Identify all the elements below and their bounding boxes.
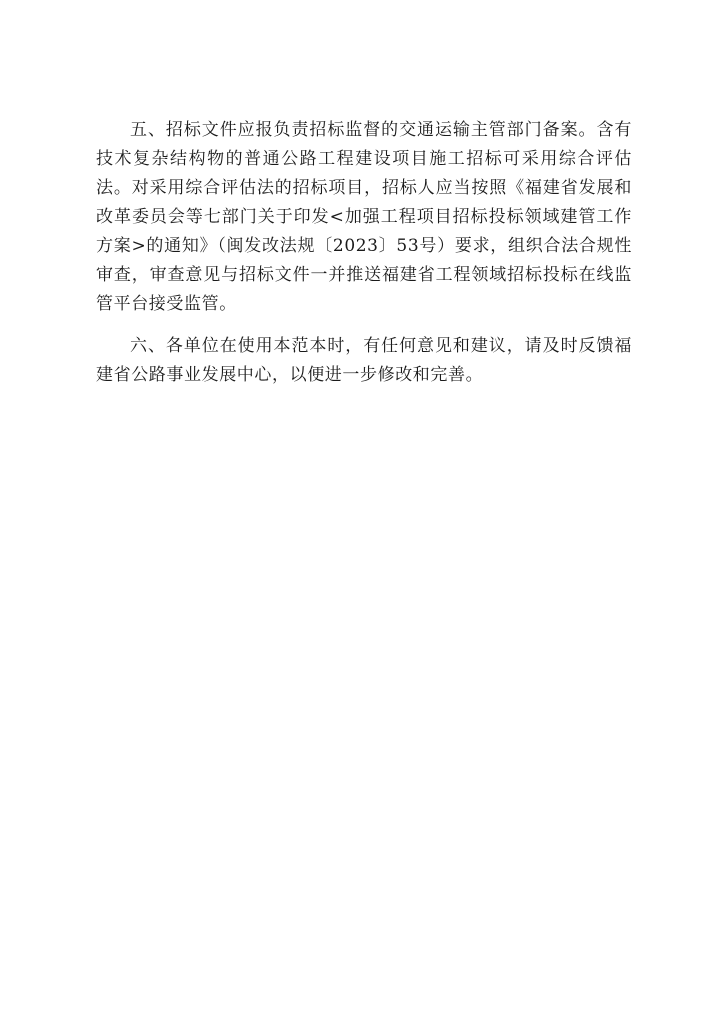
document-body xyxy=(96,116,632,390)
paragraph-item-5: 五、招标文件应报负责招标监督的交通运输主管部门备案。含有技术复杂结构物的普通公路工程建设项目施工招标可采用综合评估法。对采用综合评估法的招标项目，招标人应当按照《福建省发展和改革委员会等七部门关于印发<加强工程项目招标投标领域建管工作方案>的通知》（闽发改法规〔2023〕53号）要求，组织合法合规性审查，审查意见与招标文件一并推送福建省工程领域招标投标在线监管平台接受监管。 xyxy=(96,120,632,314)
paragraph-item-6: 六、各单位在使用本范本时，有任何意见和建议，请及时反馈福建省公路事业发展中心，以便进一步修改和完善。 xyxy=(96,336,632,385)
